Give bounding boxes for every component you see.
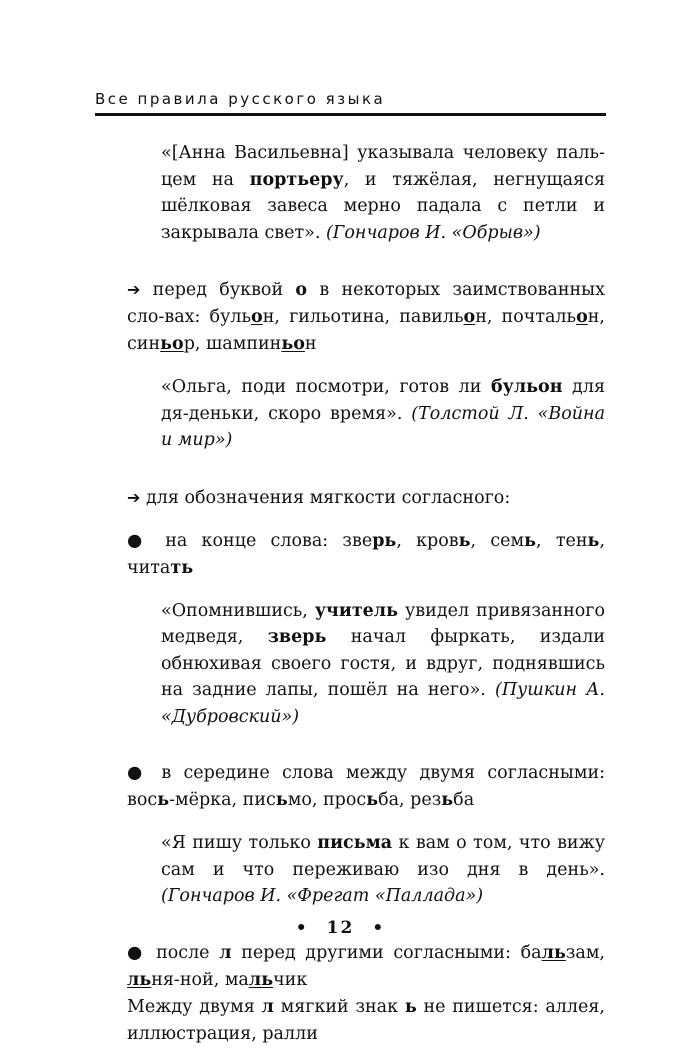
rule-letter: о (295, 280, 308, 300)
footer-bullet: • (372, 918, 386, 938)
example-word: шампин (200, 334, 282, 354)
page-number: 12 (326, 918, 355, 938)
rule-text: ня-ной, ма (151, 969, 249, 990)
rule-text: мягкий знак (273, 996, 405, 1017)
rule-letter: л (219, 942, 232, 963)
example-highlight: ь (157, 790, 170, 810)
arrow-icon: ➔ (127, 280, 141, 299)
quote-pallada (127, 830, 605, 910)
page-number-footer (0, 918, 681, 938)
quote-keyword: бульон (490, 377, 563, 397)
quote-text: начал фыркать, издали обнюхивая своего гостя, и вдруг, поднявшись на задние лапы, пошёл на него». (161, 627, 605, 700)
rule-text: -мёрка, пис (169, 790, 276, 810)
example-highlight: ь (441, 790, 454, 810)
example-highlight: о (463, 307, 476, 327)
rule-text: Между двумя (127, 996, 262, 1017)
quote-keyword: зверь (267, 627, 327, 647)
rule-text: , сем (470, 530, 525, 551)
example-highlight: ьо (160, 334, 184, 354)
quote-war-and-peace (127, 374, 605, 454)
quote-text: «[Анна Васильевна] указывала человеку паль-цем на (161, 143, 605, 190)
example-word: н, (475, 307, 502, 327)
rule-text: для обозначения мягкости согласного: (140, 487, 511, 508)
example-highlight: ь (524, 530, 537, 551)
rule-text: , тен (536, 530, 588, 551)
example-highlight: рь (372, 530, 397, 551)
example-word: н, (587, 307, 605, 327)
example-highlight: ть (170, 557, 194, 578)
page-content (127, 140, 605, 1048)
rule-text: , чита (127, 530, 606, 578)
running-title: Все правила русского языка (95, 90, 386, 108)
bullet-icon: ● (127, 530, 151, 551)
example-word: н (304, 334, 317, 354)
example-highlight: ль (127, 969, 152, 990)
example-highlight: о (576, 307, 588, 327)
quote-text: «Ольга, поди посмотри, готов ли (161, 377, 491, 397)
bullet-icon: ● (127, 942, 147, 963)
rule-text: чик (273, 969, 308, 990)
rule-text: мо, прос (287, 790, 367, 810)
quote-text: увидел привязанного медведя, (161, 600, 605, 647)
example-word: павиль (399, 307, 464, 327)
quote-text: , и тяжёлая, негнущаяся шёлковая завеса мерно падала с петли и закрывала свет». (161, 169, 605, 243)
example-word: гильо (289, 307, 342, 327)
quote-keyword: портьеру (249, 169, 344, 190)
footer-bullet: • (295, 918, 309, 938)
example-highlight: ь (366, 790, 379, 810)
rule-after-l (127, 940, 605, 994)
quote-source: (Гончаров И. «Фрегат «Паллада») (161, 886, 484, 906)
example-word: буль (209, 307, 252, 327)
arrow-icon: ➔ (127, 487, 141, 507)
rule-text: в середине слова между двумя согласными: вос (127, 763, 605, 810)
quote-keyword: учитель (314, 600, 399, 621)
rule-text: ба, рез (378, 790, 442, 810)
rule-word-end (127, 528, 605, 582)
rule-word-middle (127, 760, 605, 814)
rule-letter: ь (404, 996, 417, 1017)
example-word: р, (183, 334, 201, 354)
quote-oblomov (127, 140, 605, 246)
rule-text: зам, (565, 942, 605, 963)
quote-keyword: письма (317, 833, 393, 853)
quote-source: (Гончаров И. «Обрыв») (325, 222, 541, 243)
rule-text: не пишется: аллея, иллюстрация, ралли (127, 996, 605, 1044)
bullet-icon: ● (127, 763, 150, 783)
rule-text: , кров (396, 530, 459, 551)
rule-text: после (146, 942, 220, 963)
rule-letter: л (261, 996, 274, 1017)
rule-text: на конце слова: зве (150, 530, 373, 551)
rule-double-l (127, 994, 605, 1048)
example-word: т (341, 307, 351, 327)
example-highlight: о (251, 307, 263, 327)
rule-borrowed-words (127, 276, 605, 358)
quote-text: к вам о том, что вижу сам и что переживаю изо дня в день». (161, 833, 605, 880)
example-highlight: ь (275, 790, 288, 810)
example-word: син (127, 334, 161, 354)
example-word: н, (262, 307, 290, 327)
example-highlight: ль (541, 942, 566, 963)
rule-softness (127, 484, 605, 512)
quote-text: «Я пишу только (161, 833, 318, 853)
rule-text: ба (453, 790, 475, 810)
quote-source: (Пушкин А. «Дубровский») (161, 680, 605, 727)
header-rule (95, 113, 606, 116)
quote-text: «Опомнившись, (161, 600, 315, 621)
example-word: ина, (350, 307, 400, 327)
example-highlight: ь (458, 530, 471, 551)
example-highlight: ь (587, 530, 600, 551)
example-highlight: ьо (281, 334, 305, 354)
rule-text: перед буквой (140, 280, 296, 300)
quote-text: для дя-деньки, скоро время». (161, 377, 605, 424)
rule-text: в некоторых заимствованных сло-вах: (127, 280, 605, 327)
quote-source: (Толстой Л. «Война и мир») (161, 403, 605, 450)
rule-text: перед другими согласными: ба (231, 942, 542, 963)
quote-dubrovsky (127, 598, 605, 731)
example-highlight: ль (248, 969, 274, 990)
example-word: почталь (501, 307, 577, 327)
